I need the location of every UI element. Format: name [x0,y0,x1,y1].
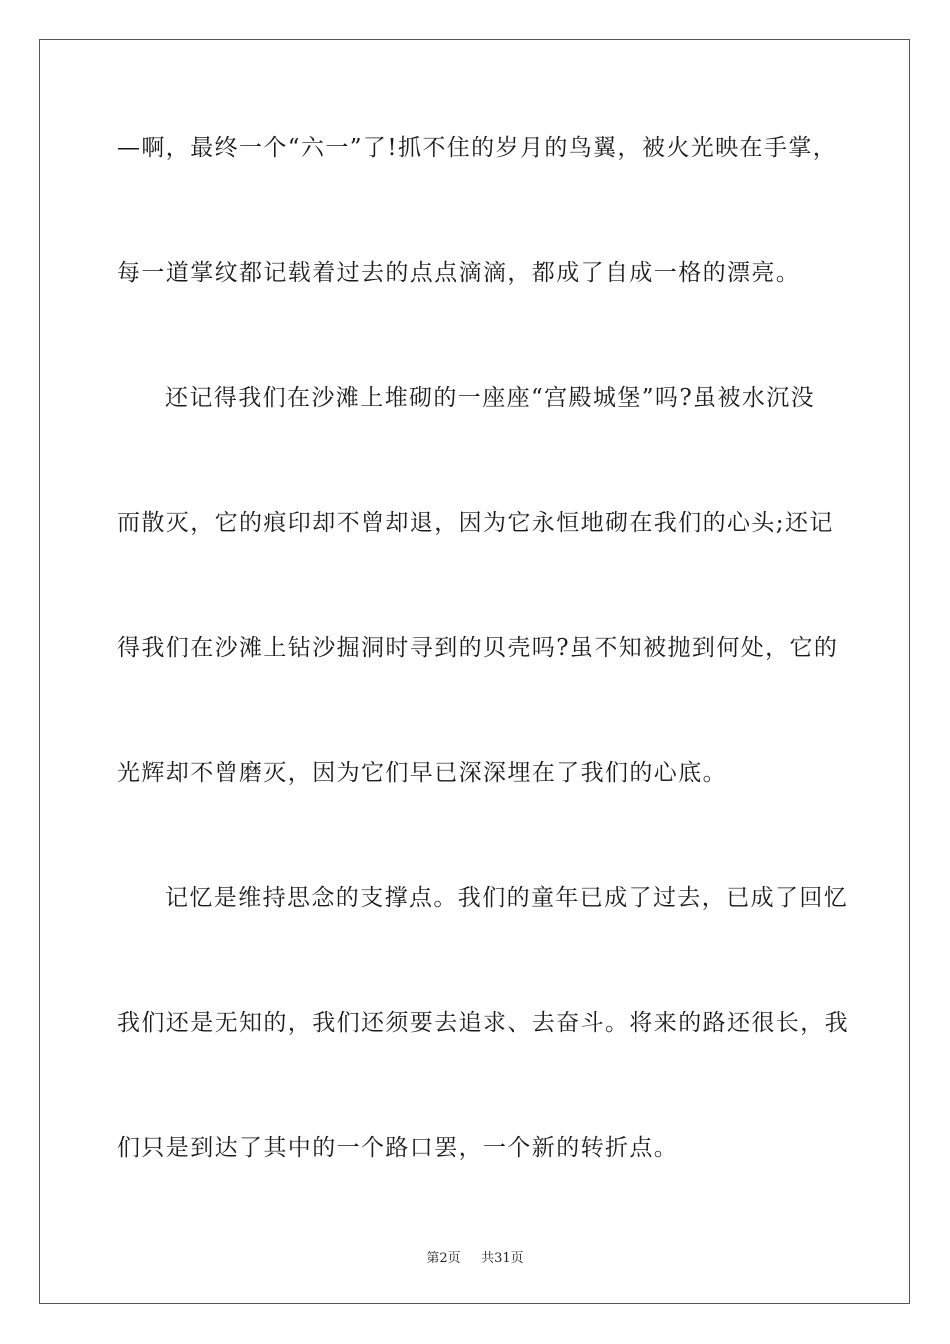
body-line: 光辉却不曾磨灭，因为它们早已深深埋在了我们的心底。 [117,760,727,786]
paragraph-start-line: 还记得我们在沙滩上堆砌的一座座“宫殿城堡”吗?虽被水沉没 [165,385,816,411]
total-pages: 共31页 [481,1251,524,1266]
body-line: 而散灭，它的痕印却不曾却退，因为它永恒地砌在我们的心头;还记 [117,510,834,536]
paragraph-start-line: 记忆是维持思念的支撑点。我们的童年已成了过去，已成了回忆 [165,885,849,911]
body-line: 得我们在沙滩上钻沙掘洞时寻到的贝壳吗?虽不知被抛到何处，它的 [117,635,839,661]
page-border [39,39,910,1304]
body-line: 每一道掌纹都记载着过去的点点滴滴，都成了自成一格的漂亮。 [117,260,801,286]
body-line: 我们还是无知的，我们还须要去追求、去奋斗。将来的路还很长，我 [117,1010,849,1036]
body-line: 们只是到达了其中的一个路口罢，一个新的转折点。 [117,1135,679,1161]
page-footer [0,1247,950,1266]
page-number: 第2页 [426,1251,461,1266]
body-line: —啊，最终一个“六一”了!抓不住的岁月的鸟翼，被火光映在手掌， [117,135,838,161]
